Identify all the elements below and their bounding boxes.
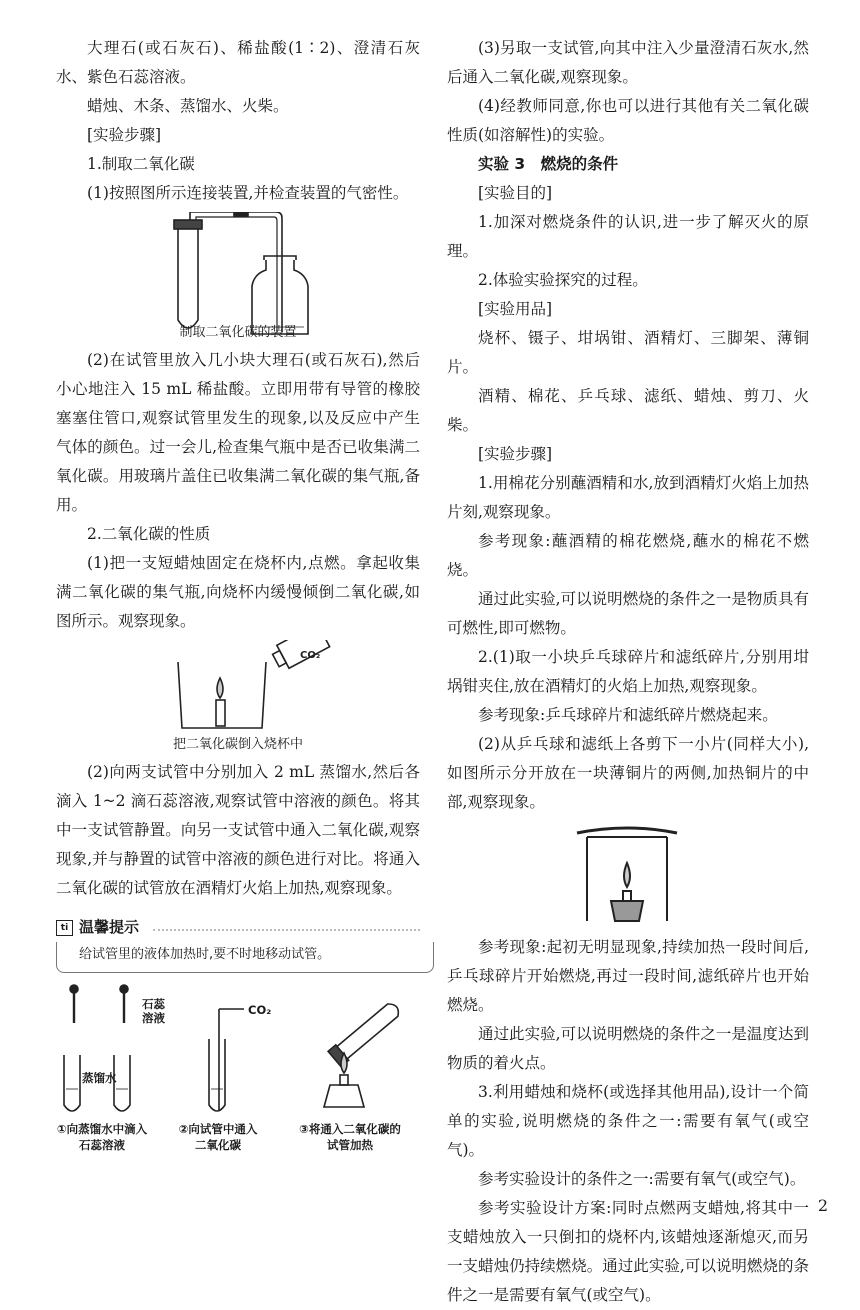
water-label: 蒸馏水 (82, 1071, 117, 1085)
co2-label-2: CO₂ (248, 1003, 272, 1017)
step-2-1: 2.(1)取一小块乒乓球碎片和滤纸碎片,分别用坩埚钳夹住,放在酒精灯的火焰上加热,观察现象。 (447, 648, 809, 695)
pour-co2-drawing (56, 640, 420, 736)
step-1-reference: 参考现象:蘸酒精的棉花燃烧,蘸水的棉花不燃烧。 (447, 532, 809, 579)
step-1-conclusion: 通过此实验,可以说明燃烧的条件之一是物质具有可燃性,即可燃物。 (447, 590, 809, 637)
litmus-experiment-figure (54, 979, 434, 1164)
step-3: 3.利用蜡烛和烧杯(或选择其他用品),设计一个简单的实验,说明燃烧的条件之一:需要有氧气(或空气)。 (447, 1083, 809, 1159)
materials-2: 酒精、棉花、乒乓球、滤纸、蜡烛、剪刀、火柴。 (447, 387, 809, 434)
materials-line-2: 蜡烛、木条、蒸馏水、火柴。 (87, 97, 289, 115)
materials-1: 烧杯、镊子、坩埚钳、酒精灯、三脚架、薄铜片。 (447, 329, 809, 376)
step-2-2-reference: 参考现象:起初无明显现象,持续加热一段时间后,乒乓球碎片开始燃烧,再过一段时间,滤纸碎片也开始燃烧。 (447, 938, 809, 1014)
caption-step-2: ②向试管中通入二氧化碳 (178, 1122, 258, 1152)
copper-plate-figure (447, 821, 809, 931)
left-column (56, 34, 420, 1164)
co2-property-3: (3)另取一支试管,向其中注入少量澄清石灰水,然后通入二氧化碳,观察现象。 (447, 39, 809, 86)
co2-label: CO₂ (300, 650, 321, 661)
tip-text: 给试管里的液体加热时,要不时地移动试管。 (79, 947, 331, 962)
litmus-experiment-drawing (54, 979, 432, 1119)
figure2-caption: 把二氧化碳倒入烧杯中 (172, 737, 303, 752)
step2-title: 2.二氧化碳的性质 (87, 525, 211, 543)
materials-header: [实验用品] (478, 300, 553, 318)
figure1-caption: 制取二氧化碳的装置 (179, 325, 297, 340)
materials-line-1: 大理石(或石灰石)、稀盐酸(1∶2)、澄清石灰水、紫色石蕊溶液。 (56, 39, 420, 86)
purpose-1: 1.加深对燃烧条件的认识,进一步了解灭火的原理。 (447, 213, 809, 260)
step-3-plan: 参考实验设计方案:同时点燃两支蜡烛,将其中一支蜡烛放入一只倒扣的烧杯内,该蜡烛逐渐熄灭,而另一支蜡烛仍持续燃烧。通过此实验,可以说明燃烧的条件之一是需要有氧气(或空气)。 (447, 1199, 809, 1304)
caption-step-3: ③将通入二氧化碳的试管加热 (299, 1122, 401, 1152)
page-number: 2 (817, 1196, 828, 1215)
step1-part2: (2)在试管里放入几小块大理石(或石灰石),然后小心地注入 15 mL 稀盐酸。立即用带有导管的橡胶塞塞住管口,观察试管里发生的现象,以及反应中产生气体的颜色。过一会儿,检查集气瓶中是否已收集满二氧化碳。用玻璃片盖住已收集满二氧化碳的集气瓶,备用。 (56, 351, 420, 514)
step2-part2: (2)向两支试管中分别加入 2 mL 蒸馏水,然后各滴入 1~2 滴石蕊溶液,观察试管中溶液的颜色。将其中一支试管静置。向另一支试管中通入二氧化碳,观察现象,并与静置的试管中溶液的颜色进行对比。将通入二氧化碳的试管放在酒精灯火焰上加热,观察现象。 (56, 763, 420, 897)
right-column (447, 34, 809, 1310)
step-3-reference: 参考实验设计的条件之一:需要有氧气(或空气)。 (478, 1170, 806, 1188)
step-2-conclusion: 通过此实验,可以说明燃烧的条件之一是温度达到物质的着火点。 (447, 1025, 809, 1072)
tip-box (56, 942, 434, 973)
pour-co2-figure (56, 640, 420, 756)
step-2-2: (2)从乒乓球和滤纸上各剪下一小片(同样大小),如图所示分开放在一块薄铜片的两侧,加热铜片的中部,观察现象。 (447, 735, 809, 811)
tip-title: 温馨提示 (79, 918, 140, 936)
steps-header-right: [实验步骤] (478, 445, 553, 463)
tip-divider (153, 929, 420, 931)
steps-header: [实验步骤] (87, 126, 162, 144)
step1-title: 1.制取二氧化碳 (87, 155, 195, 173)
litmus-label: 石蕊溶液 (142, 997, 165, 1025)
tip-header (56, 913, 420, 942)
copper-plate-drawing (447, 821, 809, 931)
experiment-3-title: 实验 3 燃烧的条件 (478, 155, 619, 173)
step2-part1: (1)把一支短蜡烛固定在烧杯内,点燃。拿起收集满二氧化碳的集气瓶,向烧杯内缓慢倾倒二氧化碳,如图所示。观察现象。 (56, 554, 420, 630)
purpose-2: 2.体验实验探究的过程。 (478, 271, 648, 289)
co2-property-4: (4)经教师同意,你也可以进行其他有关二氧化碳性质(如溶解性)的实验。 (447, 97, 809, 144)
tip-icon: ti (56, 920, 73, 936)
purpose-header: [实验目的] (478, 184, 553, 202)
step1-part1: (1)按照图所示连接装置,并检查装置的气密性。 (87, 184, 409, 202)
step-2-1-reference: 参考现象:乒乓球碎片和滤纸碎片燃烧起来。 (478, 706, 778, 724)
step-1: 1.用棉花分别蘸酒精和水,放到酒精灯火焰上加热片刻,观察现象。 (447, 474, 809, 521)
co2-apparatus-figure (56, 212, 420, 344)
caption-step-1: ①向蒸馏水中滴入石蕊溶液 (56, 1122, 148, 1152)
